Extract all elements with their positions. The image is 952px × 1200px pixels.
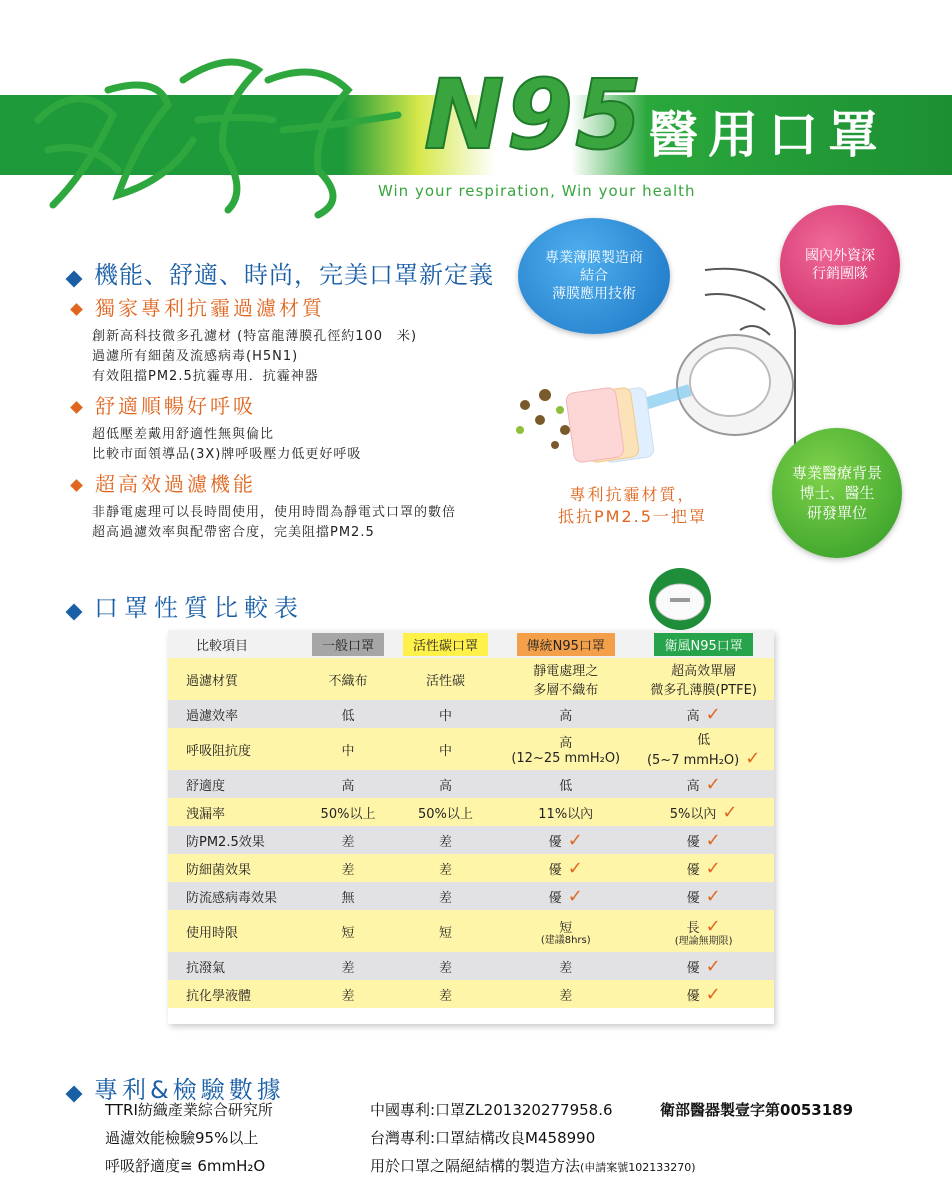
cell-value: 差 bbox=[341, 988, 355, 1004]
table-row bbox=[168, 854, 774, 882]
table-cell bbox=[393, 728, 499, 770]
table-cell bbox=[633, 952, 774, 980]
table-cell bbox=[633, 700, 774, 728]
feature-title: 超高效過濾機能 bbox=[95, 472, 256, 496]
cell-value: 不織布 bbox=[328, 673, 368, 689]
feature-2 bbox=[72, 390, 361, 465]
table-cell bbox=[393, 770, 499, 798]
cell-value: 優 bbox=[548, 862, 562, 878]
bullet-icon bbox=[66, 1085, 83, 1102]
table-cell bbox=[498, 770, 633, 798]
badge-medical-rd bbox=[772, 428, 902, 558]
bullet-icon bbox=[70, 479, 83, 492]
check-icon: ✓ bbox=[705, 773, 721, 795]
row-label: 防細菌效果 bbox=[168, 854, 303, 882]
row-label: 防流感病毒效果 bbox=[168, 882, 303, 910]
cell-value: 優 bbox=[686, 862, 700, 878]
logo-calligraphy bbox=[18, 20, 418, 220]
comparison-table bbox=[168, 630, 774, 1008]
table-cell bbox=[303, 826, 392, 854]
table-cell bbox=[498, 658, 633, 700]
table-cell bbox=[303, 770, 392, 798]
cell-value: 優 bbox=[686, 834, 700, 850]
feature-3 bbox=[72, 468, 456, 543]
bullet-icon bbox=[70, 401, 83, 414]
table-cell bbox=[303, 728, 392, 770]
row-label: 防PM2.5效果 bbox=[168, 826, 303, 854]
cell-value: 50%以上 bbox=[417, 806, 473, 822]
table-row bbox=[168, 882, 774, 910]
cell-value: 高 (12~25 mmH₂O) bbox=[511, 736, 621, 766]
table-cell bbox=[303, 980, 392, 1008]
cell-value: 高 bbox=[341, 778, 355, 794]
patents-middle bbox=[370, 1096, 696, 1182]
caption-line: 專利抗霾材質， bbox=[569, 485, 696, 504]
cell-value: 優 bbox=[548, 890, 562, 906]
patent-caption bbox=[558, 484, 707, 528]
cell-value: 短 bbox=[438, 925, 452, 941]
badge-membership-tech bbox=[518, 218, 670, 334]
table-cell bbox=[498, 882, 633, 910]
badge-line: 行銷團隊 bbox=[812, 266, 868, 282]
column-header: 比較項目 bbox=[186, 633, 258, 656]
feature-line: 創新高科技微多孔濾材 (特富龍薄膜孔徑約100 米) bbox=[92, 329, 418, 344]
table-cell bbox=[498, 952, 633, 980]
feature-line: 有效阻擋PM2.5抗霾專用．抗霾神器 bbox=[92, 369, 319, 384]
bullet-icon bbox=[66, 603, 83, 620]
cell-value: 優 bbox=[686, 960, 700, 976]
table-cell bbox=[303, 882, 392, 910]
table-row bbox=[168, 980, 774, 1008]
cell-value: 中 bbox=[341, 743, 355, 759]
patent-line: 台灣專利:口罩結構改良M458990 bbox=[370, 1129, 596, 1147]
table-cell bbox=[498, 798, 633, 826]
table-cell bbox=[498, 980, 633, 1008]
row-label: 使用時限 bbox=[168, 910, 303, 952]
table-row bbox=[168, 700, 774, 728]
row-label: 過濾效率 bbox=[168, 700, 303, 728]
table-cell bbox=[393, 658, 499, 700]
cell-value: 中 bbox=[438, 708, 452, 724]
column-header: 活性碳口罩 bbox=[403, 633, 488, 656]
table-cell bbox=[633, 826, 774, 854]
table-row bbox=[168, 952, 774, 980]
check-icon: ✓ bbox=[705, 829, 721, 851]
check-icon: ✓ bbox=[705, 703, 721, 725]
table-cell bbox=[498, 854, 633, 882]
table-cell bbox=[633, 728, 774, 770]
patent-line: TTRI紡織產業綜合研究所 bbox=[105, 1101, 273, 1119]
table-cell bbox=[498, 700, 633, 728]
caption-line: 抵抗PM2.5一把罩 bbox=[558, 507, 707, 526]
cell-value: 高 bbox=[438, 778, 452, 794]
cell-value: 差 bbox=[341, 834, 355, 850]
cell-value: 超高效單層 微多孔薄膜(PTFE) bbox=[650, 664, 757, 698]
table-cell bbox=[393, 854, 499, 882]
cell-value: 高 bbox=[686, 778, 700, 794]
cell-value: 低 bbox=[559, 778, 573, 794]
cell-value: 差 bbox=[559, 960, 573, 976]
cell-note: (建議8hrs) bbox=[540, 934, 591, 946]
table-cell bbox=[303, 854, 392, 882]
product-title: 醫用口罩 bbox=[648, 106, 888, 164]
table-row bbox=[168, 826, 774, 854]
model-name: N95 bbox=[424, 59, 644, 171]
row-label: 過濾材質 bbox=[168, 658, 303, 700]
table-cell bbox=[303, 700, 392, 728]
row-label: 舒適度 bbox=[168, 770, 303, 798]
check-icon: ✓ bbox=[705, 885, 721, 907]
row-label: 呼吸阻抗度 bbox=[168, 728, 303, 770]
cell-value: 短 bbox=[559, 920, 573, 936]
patents-left bbox=[105, 1096, 273, 1180]
tagline: Win your respiration, Win your health bbox=[378, 182, 696, 200]
cell-value: 差 bbox=[438, 890, 452, 906]
patent-line: 呼吸舒適度≅ 6mmH₂O bbox=[105, 1157, 266, 1175]
check-icon: ✓ bbox=[567, 857, 583, 879]
cell-value: 靜電處理之 多層不織布 bbox=[533, 664, 599, 698]
badge-marketing-team bbox=[780, 205, 900, 325]
cell-value: 短 bbox=[341, 925, 355, 941]
badge-line: 博士、醫生 bbox=[799, 484, 875, 502]
patent-line: 中國專利:口罩ZL201320277958.6 bbox=[370, 1101, 613, 1119]
feature-title: 舒適順暢好呼吸 bbox=[95, 394, 256, 418]
check-icon: ✓ bbox=[567, 829, 583, 851]
cell-value: 低 (5~7 mmH₂O) bbox=[646, 733, 740, 768]
check-icon: ✓ bbox=[705, 857, 721, 879]
table-cell bbox=[633, 910, 774, 952]
check-icon: ✓ bbox=[705, 955, 721, 977]
feature-line: 超高過濾效率與配帶密合度，完美阻擋PM2.5 bbox=[92, 525, 375, 540]
badge-line: 薄膜應用技術 bbox=[552, 286, 636, 302]
cell-value: 無 bbox=[341, 890, 355, 906]
cell-value: 5%以內 bbox=[669, 806, 717, 822]
check-icon: ✓ bbox=[705, 915, 721, 937]
feature-title: 獨家專利抗霾過濾材質 bbox=[95, 296, 325, 320]
cell-note: (理論無期限) bbox=[674, 935, 733, 947]
cell-value: 50%以上 bbox=[320, 806, 376, 822]
row-label: 洩漏率 bbox=[168, 798, 303, 826]
cell-value: 差 bbox=[438, 988, 452, 1004]
cell-value: 優 bbox=[548, 834, 562, 850]
patent-line: 用於口罩之隔絕結構的製造方法 bbox=[370, 1157, 581, 1175]
feature-line: 超低壓差戴用舒適性無與倫比 bbox=[92, 427, 275, 442]
table-cell bbox=[303, 952, 392, 980]
check-icon: ✓ bbox=[745, 748, 761, 769]
cell-value: 差 bbox=[341, 960, 355, 976]
check-icon: ✓ bbox=[705, 983, 721, 1005]
table-row bbox=[168, 798, 774, 826]
badge-line: 國內外資深 bbox=[805, 248, 875, 264]
table-cell bbox=[633, 770, 774, 798]
cell-value: 高 bbox=[686, 708, 700, 724]
patents-heading: 專利&檢驗數據 bbox=[68, 1070, 285, 1105]
table-cell bbox=[498, 826, 633, 854]
table-row bbox=[168, 728, 774, 770]
license-number: 衛部醫器製壹字第0053189 bbox=[660, 1101, 854, 1119]
table-cell bbox=[498, 910, 633, 952]
cell-value: 長 bbox=[686, 920, 700, 936]
comparison-heading: 口罩性質比較表 bbox=[68, 588, 304, 623]
badge-line: 專業薄膜製造商 bbox=[545, 250, 643, 266]
table-row bbox=[168, 910, 774, 952]
patent-note: (申請案號102133270) bbox=[580, 1161, 696, 1174]
check-icon: ✓ bbox=[722, 801, 738, 823]
column-header: 一般口罩 bbox=[312, 633, 384, 656]
table-cell bbox=[393, 826, 499, 854]
bullet-icon bbox=[66, 270, 83, 287]
table-cell bbox=[393, 910, 499, 952]
table-cell bbox=[498, 728, 633, 770]
cell-value: 差 bbox=[438, 960, 452, 976]
column-header: 傳統N95口罩 bbox=[517, 633, 615, 656]
features-headline: 機能、舒適、時尚，完美口罩新定義 bbox=[68, 255, 494, 290]
badge-line: 專業醫療背景 bbox=[791, 464, 882, 482]
cell-value: 優 bbox=[686, 988, 700, 1004]
feature-line: 非靜電處理可以長時間使用，使用時間為靜電式口罩的數倍 bbox=[92, 505, 457, 520]
table-cell bbox=[393, 980, 499, 1008]
table-cell bbox=[303, 798, 392, 826]
table-cell bbox=[633, 798, 774, 826]
table-header-row bbox=[168, 630, 774, 658]
table-cell bbox=[633, 658, 774, 700]
cell-value: 活性碳 bbox=[425, 673, 465, 689]
feature-1 bbox=[72, 292, 417, 387]
cell-value: 中 bbox=[438, 743, 452, 759]
patent-line: 過濾效能檢驗95%以上 bbox=[105, 1129, 259, 1147]
table-cell bbox=[633, 854, 774, 882]
cell-value: 差 bbox=[438, 834, 452, 850]
cell-value: 差 bbox=[438, 862, 452, 878]
column-header: 衛風N95口罩 bbox=[654, 633, 752, 656]
table-row bbox=[168, 658, 774, 700]
table-row bbox=[168, 770, 774, 798]
table-cell bbox=[633, 882, 774, 910]
table-cell bbox=[393, 798, 499, 826]
table-cell bbox=[303, 658, 392, 700]
check-icon: ✓ bbox=[567, 885, 583, 907]
table-cell bbox=[393, 882, 499, 910]
table-cell bbox=[393, 952, 499, 980]
cell-value: 低 bbox=[341, 708, 355, 724]
badge-line: 研發單位 bbox=[806, 504, 867, 522]
feature-line: 過濾所有細菌及流感病毒(H5N1) bbox=[92, 349, 299, 364]
row-label: 抗潑氣 bbox=[168, 952, 303, 980]
bullet-icon bbox=[70, 303, 83, 316]
cell-value: 差 bbox=[341, 862, 355, 878]
row-label: 抗化學液體 bbox=[168, 980, 303, 1008]
table-cell bbox=[393, 700, 499, 728]
table-cell bbox=[633, 980, 774, 1008]
cell-value: 高 bbox=[559, 708, 573, 724]
cell-value: 優 bbox=[686, 890, 700, 906]
table-cell bbox=[303, 910, 392, 952]
mask-product-icon bbox=[640, 566, 720, 632]
cell-value: 11%以內 bbox=[538, 806, 594, 822]
feature-line: 比較市面領導品(3X)牌呼吸壓力低更好呼吸 bbox=[92, 447, 362, 462]
cell-value: 差 bbox=[559, 988, 573, 1004]
badge-line: 結合 bbox=[580, 268, 608, 284]
